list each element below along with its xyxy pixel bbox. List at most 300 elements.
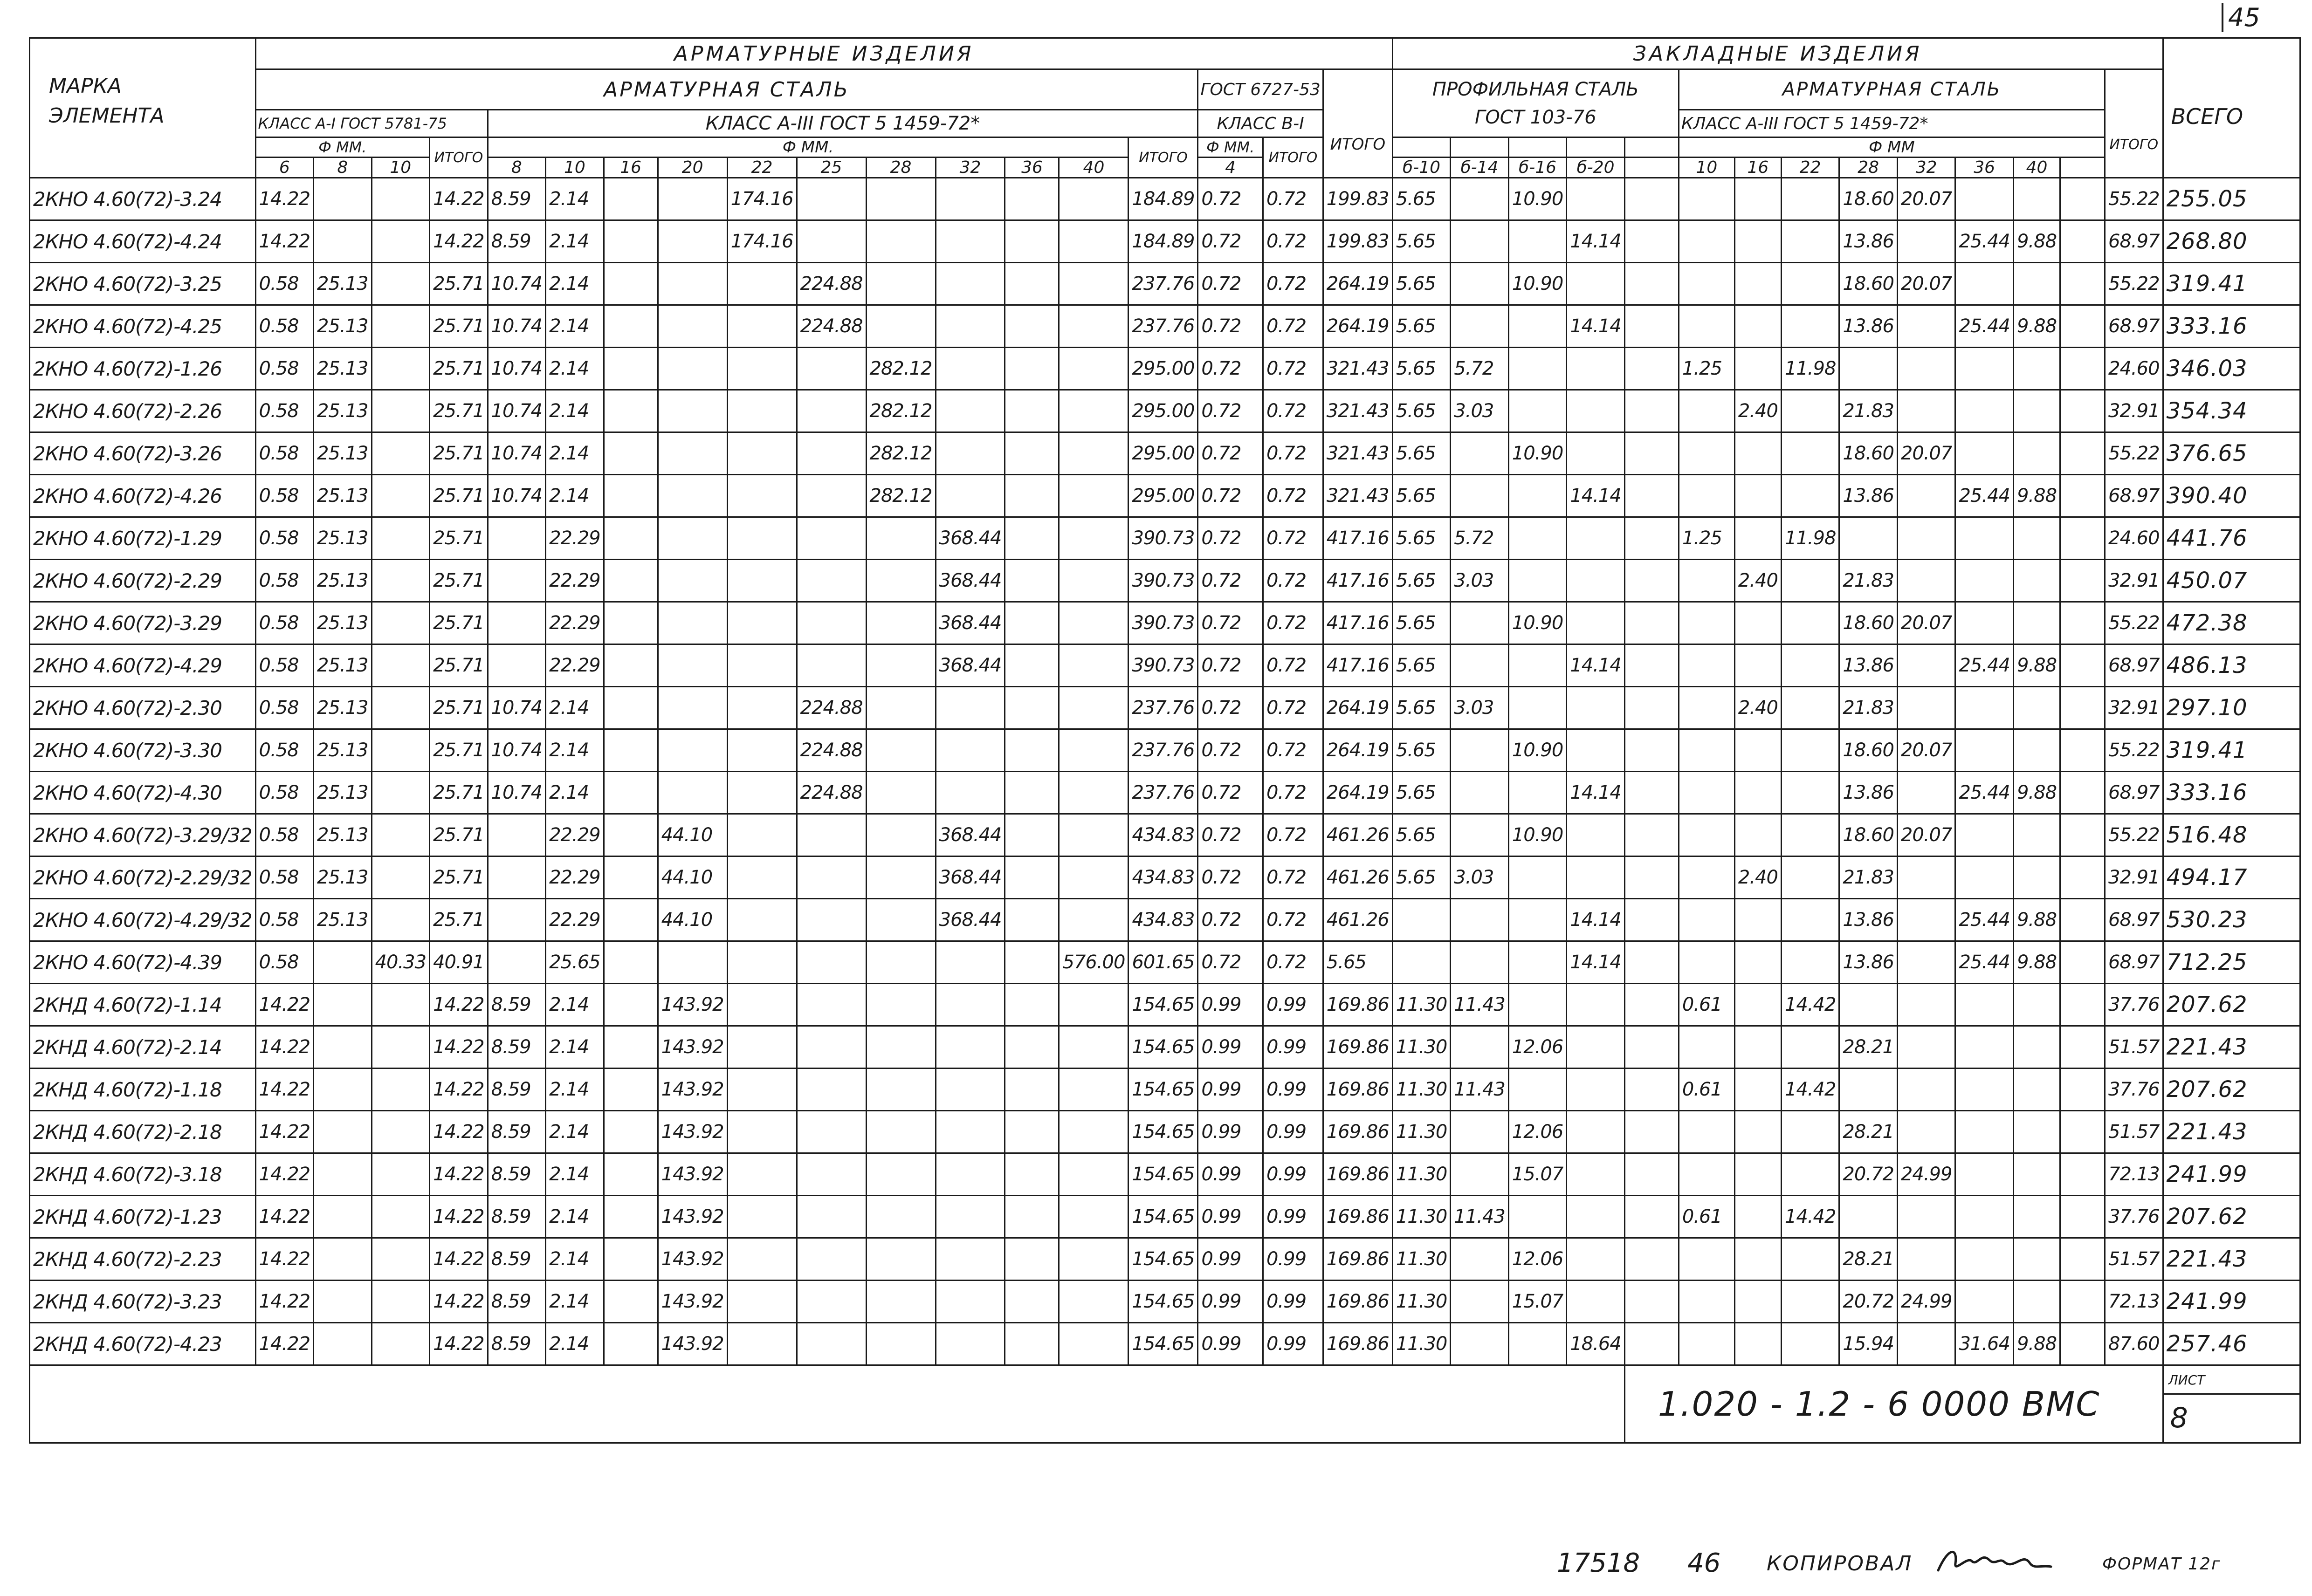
value-cell: 3.03 (1451, 390, 1509, 432)
value-cell: 434.83 (1128, 814, 1198, 856)
value-cell: 2.40 (1734, 560, 1781, 602)
value-cell (866, 1281, 936, 1323)
value-cell: 282.12 (866, 390, 936, 432)
value-cell: 143.92 (658, 1111, 727, 1153)
value-cell (1679, 263, 1734, 305)
table-row (30, 390, 2300, 432)
value-cell: 143.92 (658, 1196, 727, 1238)
value-cell (2060, 814, 2105, 856)
value-cell: 0.58 (255, 856, 314, 899)
value-cell (797, 814, 866, 856)
value-cell (1624, 1026, 1679, 1069)
total-cell: 530.23 (2163, 899, 2300, 941)
value-cell (1059, 263, 1128, 305)
value-cell (1734, 644, 1781, 687)
dia-az-10: 10 (1679, 158, 1734, 178)
value-cell: 25.71 (430, 856, 488, 899)
value-cell: 10.74 (488, 305, 546, 348)
value-cell (2013, 178, 2060, 220)
element-mark: 2КНО 4.60(72)-4.24 (30, 220, 256, 263)
value-cell (1567, 602, 1625, 644)
value-cell: 264.19 (1323, 263, 1392, 305)
value-cell (1567, 1069, 1625, 1111)
value-cell (372, 984, 430, 1026)
value-cell (727, 305, 797, 348)
value-cell: 37.76 (2105, 1196, 2163, 1238)
value-cell (1955, 560, 2014, 602)
total-cell: 319.41 (2163, 729, 2300, 772)
value-cell: 11.30 (1392, 1111, 1451, 1153)
value-cell (372, 560, 430, 602)
value-cell: 237.76 (1128, 729, 1198, 772)
dia-a3-28: 28 (866, 158, 936, 178)
table-row (30, 1153, 2300, 1196)
value-cell (1955, 1281, 2014, 1323)
prof-b16: б-16 (1508, 158, 1567, 178)
value-cell (488, 560, 546, 602)
value-cell (372, 1281, 430, 1323)
value-cell: 434.83 (1128, 856, 1198, 899)
value-cell: 0.61 (1679, 984, 1734, 1026)
value-cell (1624, 1069, 1679, 1111)
value-cell: 0.72 (1198, 263, 1263, 305)
value-cell (1679, 560, 1734, 602)
value-cell (1451, 814, 1509, 856)
phi-mm-a1: Ф ММ. (255, 137, 430, 158)
value-cell (372, 390, 430, 432)
value-cell (372, 220, 430, 263)
value-cell: 9.88 (2013, 475, 2060, 517)
value-cell: 5.65 (1323, 941, 1392, 984)
value-cell: 37.76 (2105, 1069, 2163, 1111)
value-cell: 40.91 (430, 941, 488, 984)
value-cell (314, 1196, 372, 1238)
element-mark: 2КНО 4.60(72)-3.24 (30, 178, 256, 220)
value-cell: 3.03 (1451, 856, 1509, 899)
value-cell: 0.72 (1263, 772, 1323, 814)
value-cell: 40.33 (372, 941, 430, 984)
value-cell: 2.14 (546, 220, 604, 263)
value-cell: 25.44 (1955, 305, 2014, 348)
value-cell (1897, 348, 1955, 390)
value-cell (1059, 772, 1128, 814)
value-cell (936, 941, 1005, 984)
kopiroval-label: КОПИРОВАЛ (1767, 1552, 1913, 1575)
value-cell: 0.99 (1263, 984, 1323, 1026)
class-a1-header: КЛАСС А-I ГОСТ 5781-75 (255, 110, 488, 137)
value-cell: 51.57 (2105, 1111, 2163, 1153)
value-cell (1005, 1069, 1059, 1111)
value-cell (797, 560, 866, 602)
value-cell (1059, 687, 1128, 729)
value-cell: 0.99 (1263, 1238, 1323, 1281)
value-cell (1508, 1196, 1567, 1238)
value-cell (1451, 263, 1509, 305)
value-cell: 28.21 (1839, 1026, 1898, 1069)
value-cell: 0.99 (1263, 1069, 1323, 1111)
value-cell (1005, 305, 1059, 348)
value-cell: 11.30 (1392, 984, 1451, 1026)
value-cell: 8.59 (488, 1323, 546, 1365)
value-cell: 14.22 (255, 220, 314, 263)
value-cell: 0.99 (1198, 984, 1263, 1026)
value-cell (866, 772, 936, 814)
value-cell: 11.43 (1451, 984, 1509, 1026)
element-mark: 2КНО 4.60(72)-4.39 (30, 941, 256, 984)
value-cell: 2.40 (1734, 856, 1781, 899)
value-cell (1508, 899, 1567, 941)
value-cell (1059, 305, 1128, 348)
value-cell (604, 687, 658, 729)
value-cell (1059, 856, 1128, 899)
value-cell (1567, 517, 1625, 560)
value-cell: 0.58 (255, 475, 314, 517)
value-cell (1624, 178, 1679, 220)
value-cell (1897, 1238, 1955, 1281)
value-cell (797, 984, 866, 1026)
value-cell (372, 602, 430, 644)
value-cell: 0.58 (255, 772, 314, 814)
value-cell (1624, 220, 1679, 263)
value-cell: 0.72 (1198, 814, 1263, 856)
value-cell: 10.90 (1508, 602, 1567, 644)
value-cell: 2.14 (546, 178, 604, 220)
value-cell (1059, 475, 1128, 517)
value-cell: 143.92 (658, 1069, 727, 1111)
value-cell (797, 1323, 866, 1365)
phi-mm-b1: Ф ММ. (1198, 137, 1263, 158)
table-row (30, 941, 2300, 984)
value-cell: 25.13 (314, 560, 372, 602)
value-cell: 0.72 (1263, 390, 1323, 432)
value-cell: 11.30 (1392, 1069, 1451, 1111)
value-cell (1624, 941, 1679, 984)
class-a3-header: КЛАСС А-III ГОСТ 5 1459-72* (488, 110, 1198, 137)
element-mark: 2КНД 4.60(72)-1.14 (30, 984, 256, 1026)
value-cell: 0.58 (255, 729, 314, 772)
value-cell: 390.73 (1128, 602, 1198, 644)
value-cell (604, 475, 658, 517)
value-cell: 0.72 (1198, 729, 1263, 772)
value-cell (1781, 899, 1839, 941)
value-cell: 25.71 (430, 517, 488, 560)
value-cell: 0.61 (1679, 1069, 1734, 1111)
value-cell (866, 1111, 936, 1153)
value-cell (1451, 1026, 1509, 1069)
value-cell: 10.90 (1508, 432, 1567, 475)
itogo-b1-header: ИТОГО (1263, 137, 1323, 178)
total-cell: 255.05 (2163, 178, 2300, 220)
dia-a1-10: 10 (372, 158, 430, 178)
value-cell (2060, 1238, 2105, 1281)
dia-az-16: 16 (1734, 158, 1781, 178)
value-cell: 68.97 (2105, 220, 2163, 263)
value-cell (866, 1069, 936, 1111)
value-cell (604, 348, 658, 390)
value-cell (936, 178, 1005, 220)
value-cell (658, 517, 727, 560)
value-cell: 154.65 (1128, 1153, 1198, 1196)
value-cell: 0.72 (1263, 687, 1323, 729)
value-cell (1392, 941, 1451, 984)
value-cell: 2.14 (546, 1111, 604, 1153)
value-cell (1781, 1111, 1839, 1153)
value-cell: 2.14 (546, 984, 604, 1026)
value-cell: 9.88 (2013, 1323, 2060, 1365)
value-cell: 10.90 (1508, 814, 1567, 856)
value-cell (1005, 772, 1059, 814)
value-cell: 321.43 (1323, 475, 1392, 517)
value-cell (797, 899, 866, 941)
value-cell (866, 220, 936, 263)
value-cell (372, 517, 430, 560)
value-cell (1059, 729, 1128, 772)
value-cell (1781, 432, 1839, 475)
value-cell: 20.72 (1839, 1153, 1898, 1196)
value-cell: 22.29 (546, 644, 604, 687)
value-cell: 295.00 (1128, 432, 1198, 475)
value-cell: 434.83 (1128, 899, 1198, 941)
value-cell: 264.19 (1323, 772, 1392, 814)
value-cell (1451, 1111, 1509, 1153)
value-cell: 2.14 (546, 263, 604, 305)
value-cell: 25.13 (314, 263, 372, 305)
value-cell: 0.58 (255, 305, 314, 348)
dia-az-32: 32 (1897, 158, 1955, 178)
value-cell: 11.43 (1451, 1069, 1509, 1111)
element-mark: 2КНД 4.60(72)-2.14 (30, 1026, 256, 1069)
value-cell: 0.58 (255, 687, 314, 729)
element-mark: 2КНО 4.60(72)-1.26 (30, 348, 256, 390)
value-cell (1955, 729, 2014, 772)
value-cell (1955, 178, 2014, 220)
value-cell (2013, 602, 2060, 644)
value-cell: 10.74 (488, 475, 546, 517)
value-cell: 12.06 (1508, 1026, 1567, 1069)
value-cell (2013, 1196, 2060, 1238)
value-cell: 25.71 (430, 814, 488, 856)
value-cell: 224.88 (797, 729, 866, 772)
value-cell: 0.72 (1263, 602, 1323, 644)
value-cell: 2.14 (546, 390, 604, 432)
value-cell: 224.88 (797, 305, 866, 348)
value-cell: 5.65 (1392, 814, 1451, 856)
value-cell: 25.71 (430, 560, 488, 602)
value-cell: 0.72 (1198, 644, 1263, 687)
value-cell: 0.99 (1198, 1026, 1263, 1069)
value-cell (1451, 1281, 1509, 1323)
value-cell (604, 1111, 658, 1153)
value-cell: 25.13 (314, 390, 372, 432)
value-cell (1781, 390, 1839, 432)
value-cell (866, 1026, 936, 1069)
value-cell: 14.22 (255, 1281, 314, 1323)
value-cell (1679, 1323, 1734, 1365)
value-cell: 2.14 (546, 432, 604, 475)
value-cell: 25.71 (430, 348, 488, 390)
value-cell (372, 475, 430, 517)
value-cell (1679, 729, 1734, 772)
dia-a3-25: 25 (797, 158, 866, 178)
value-cell (1059, 560, 1128, 602)
value-cell: 10.74 (488, 432, 546, 475)
element-mark: 2КНО 4.60(72)-3.29 (30, 602, 256, 644)
sheet-corner-number: 45 (2222, 3, 2260, 32)
value-cell: 18.60 (1839, 814, 1898, 856)
element-mark: 2КНО 4.60(72)-3.30 (30, 729, 256, 772)
value-cell (2060, 984, 2105, 1026)
value-cell: 601.65 (1128, 941, 1198, 984)
value-cell (1624, 560, 1679, 602)
value-cell: 0.99 (1263, 1153, 1323, 1196)
value-cell (1059, 984, 1128, 1026)
value-cell (866, 1196, 936, 1238)
value-cell (1781, 560, 1839, 602)
value-cell: 0.99 (1198, 1238, 1263, 1281)
prof-sub-blank-5 (1624, 137, 1679, 158)
gost6727-header: ГОСТ 6727-53 (1198, 69, 1323, 110)
value-cell (2060, 517, 2105, 560)
value-cell (1005, 941, 1059, 984)
value-cell: 15.94 (1839, 1323, 1898, 1365)
value-cell: 368.44 (936, 856, 1005, 899)
value-cell: 1.25 (1679, 348, 1734, 390)
value-cell: 0.58 (255, 602, 314, 644)
value-cell (1005, 1196, 1059, 1238)
value-cell: 11.30 (1392, 1196, 1451, 1238)
value-cell (488, 517, 546, 560)
value-cell (1897, 220, 1955, 263)
value-cell (1781, 941, 1839, 984)
value-cell (1567, 729, 1625, 772)
value-cell: 169.86 (1323, 1111, 1392, 1153)
value-cell (314, 178, 372, 220)
value-cell (1679, 305, 1734, 348)
value-cell: 295.00 (1128, 390, 1198, 432)
value-cell: 25.13 (314, 432, 372, 475)
value-cell (1734, 984, 1781, 1026)
value-cell: 0.72 (1198, 432, 1263, 475)
value-cell (1059, 390, 1128, 432)
value-cell: 0.58 (255, 263, 314, 305)
value-cell (604, 1026, 658, 1069)
value-cell: 0.58 (255, 644, 314, 687)
value-cell (1897, 305, 1955, 348)
value-cell (1059, 1111, 1128, 1153)
value-cell (1679, 1111, 1734, 1153)
value-cell: 25.44 (1955, 941, 2014, 984)
value-cell: 14.22 (430, 1196, 488, 1238)
value-cell: 25.71 (430, 390, 488, 432)
value-cell (1451, 1238, 1509, 1281)
value-cell (2060, 899, 2105, 941)
value-cell: 14.22 (430, 1069, 488, 1111)
value-cell: 368.44 (936, 602, 1005, 644)
total-cell: 297.10 (2163, 687, 2300, 729)
value-cell: 237.76 (1128, 263, 1198, 305)
value-cell (372, 305, 430, 348)
value-cell (372, 432, 430, 475)
value-cell (1624, 390, 1679, 432)
value-cell (727, 475, 797, 517)
value-cell: 14.14 (1567, 644, 1625, 687)
value-cell (2060, 1026, 2105, 1069)
armaturnaya-stal-header: АРМАТУРНАЯ СТАЛЬ (255, 69, 1198, 110)
value-cell (1897, 1069, 1955, 1111)
value-cell: 169.86 (1323, 1196, 1392, 1238)
value-cell: 13.86 (1839, 475, 1898, 517)
value-cell: 25.13 (314, 687, 372, 729)
value-cell (797, 432, 866, 475)
value-cell: 5.65 (1392, 602, 1451, 644)
value-cell: 5.65 (1392, 644, 1451, 687)
value-cell: 68.97 (2105, 475, 2163, 517)
value-cell (1392, 899, 1451, 941)
value-cell (1897, 644, 1955, 687)
value-cell: 14.22 (255, 1323, 314, 1365)
value-cell: 174.16 (727, 178, 797, 220)
value-cell (936, 1111, 1005, 1153)
value-cell: 0.72 (1263, 899, 1323, 941)
value-cell: 0.72 (1198, 348, 1263, 390)
value-cell (1508, 305, 1567, 348)
value-cell: 461.26 (1323, 856, 1392, 899)
value-cell: 5.65 (1392, 729, 1451, 772)
value-cell: 2.14 (546, 305, 604, 348)
value-cell (1059, 348, 1128, 390)
value-cell (1955, 856, 2014, 899)
value-cell: 5.65 (1392, 517, 1451, 560)
value-cell (2060, 1196, 2105, 1238)
value-cell (2060, 856, 2105, 899)
value-cell: 368.44 (936, 517, 1005, 560)
value-cell (1839, 984, 1898, 1026)
value-cell (372, 1238, 430, 1281)
value-cell (372, 1323, 430, 1365)
total-cell: 346.03 (2163, 348, 2300, 390)
value-cell: 0.72 (1263, 432, 1323, 475)
value-cell: 44.10 (658, 856, 727, 899)
value-cell: 10.74 (488, 390, 546, 432)
value-cell (1567, 1026, 1625, 1069)
value-cell (797, 1111, 866, 1153)
value-cell (1005, 687, 1059, 729)
value-cell: 25.13 (314, 475, 372, 517)
value-cell (1059, 644, 1128, 687)
value-cell (797, 941, 866, 984)
value-cell: 14.22 (255, 1069, 314, 1111)
value-cell: 10.74 (488, 772, 546, 814)
value-cell: 24.99 (1897, 1281, 1955, 1323)
value-cell: 154.65 (1128, 1281, 1198, 1323)
value-cell (1955, 814, 2014, 856)
value-cell: 9.88 (2013, 899, 2060, 941)
value-cell (372, 1196, 430, 1238)
value-cell: 25.44 (1955, 899, 2014, 941)
value-cell (1734, 305, 1781, 348)
value-cell: 0.58 (255, 390, 314, 432)
value-cell (1451, 432, 1509, 475)
value-cell: 21.83 (1839, 856, 1898, 899)
dia-a3-32: 32 (936, 158, 1005, 178)
value-cell: 14.22 (255, 1111, 314, 1153)
value-cell (1781, 178, 1839, 220)
value-cell (1897, 1196, 1955, 1238)
value-cell: 18.60 (1839, 178, 1898, 220)
value-cell (727, 729, 797, 772)
element-mark: 2КНД 4.60(72)-3.23 (30, 1281, 256, 1323)
value-cell: 25.13 (314, 348, 372, 390)
